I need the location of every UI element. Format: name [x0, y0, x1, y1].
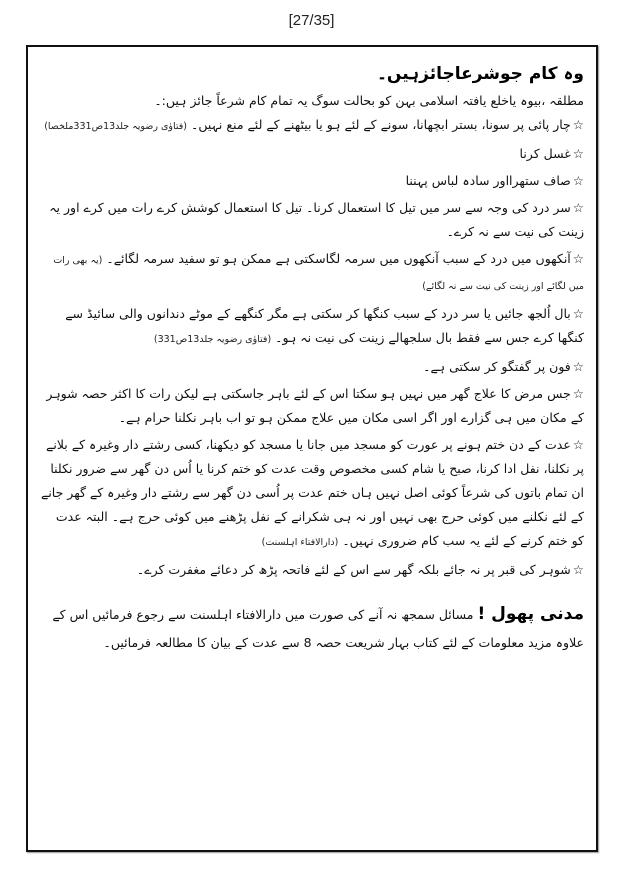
item-text: آنکھوں میں درد کے سبب آنکھوں میں سرمہ لگاسکتی ہے ممکن ہو تو سفید سرمہ لگائے۔ — [106, 251, 571, 266]
list-item — [40, 382, 584, 430]
star-icon: ☆ — [572, 173, 584, 188]
item-reference: (یہ بھی رات میں لگائے اور زینت کی نیت سے نہ لگائے) — [53, 255, 584, 292]
page-number: [27/35] — [288, 12, 335, 29]
list-item — [40, 558, 584, 582]
item-list — [40, 113, 584, 582]
list-item — [40, 196, 584, 244]
list-item — [40, 433, 584, 555]
item-reference: (فتاوٰی رضویہ جلد13ص331) — [153, 334, 272, 345]
item-text: جس مرض کا علاج گھر میں نہیں ہو سکتا اس کے لئے باہر جاسکتی ہے لیکن رات کا اکثر حصہ شوہر کے مکان میں ہی گزارے اور اگر اسی مکان میں علاج ممکن ہو تو اب باہر نکلنا حرام ہے۔ — [46, 386, 584, 425]
star-icon: ☆ — [572, 562, 584, 577]
list-item — [40, 142, 584, 166]
section-heading: وہ کام جوشرعاجائزہیں۔ — [376, 64, 584, 84]
list-item — [40, 247, 584, 299]
item-text: عدت کے دن ختم ہونے پر عورت کو مسجد میں جانا یا مسجد کو دیکھنا، کسی رشتے دار وغیرہ کے بلانے پر نکلنا، نفل ادا کرنا، صبح یا شام کسی مخصوص وقت عدت کو ختم کرنا یا اُس دن گھر سے ضرور نکلنا ان تمام باتوں کی شرعاً کوئی اصل نہیں ہاں ختم عدت پر اُسی دن گھر سے رشتے دار وغیرہ کے گھر جانے کے لئے نکلنے میں کوئی حرج بھی نہیں اور نہ ہی شکرانے کے نفل پڑھنے میں کوئی حرج ہے۔ البتہ عدت کو ختم کرنے کے لئے یہ سب کام ضروری نہیں۔ — [41, 437, 584, 548]
item-text: بال اُلجھ جائیں یا سر درد کے سبب کنگھا کر سکتی ہے مگر کنگھے کے موٹے دندانوں والی سائیڈ سے کنگھا کرے جس سے فقط بال سلجھالے زینت کی نیت نہ ہو۔ — [65, 306, 584, 345]
item-text: غسل کرنا — [519, 146, 571, 161]
item-text: فون پر گفتگو کر سکتی ہے۔ — [423, 359, 571, 374]
list-item — [40, 355, 584, 379]
star-icon: ☆ — [572, 359, 584, 374]
tip-label: مدنی پھول ! — [477, 604, 584, 624]
star-icon: ☆ — [572, 437, 584, 452]
star-icon: ☆ — [572, 306, 584, 321]
list-item — [40, 113, 584, 139]
page-content — [40, 61, 584, 657]
star-icon: ☆ — [572, 386, 584, 401]
item-reference: (دارالافتاء اہلسنت) — [261, 537, 339, 548]
list-item — [40, 169, 584, 193]
star-icon: ☆ — [572, 146, 584, 161]
item-text: چار پائی پر سونا، بستر ابچھانا، سونے کے لئے ہو یا بیٹھنے کے لئے منع نہیں۔ — [191, 117, 571, 132]
madani-phool — [40, 600, 584, 657]
page-frame — [26, 45, 598, 852]
item-text: سر درد کی وجہ سے سر میں تیل کا استعمال کرنا۔ تیل کا استعمال کوشش کرے رات میں کرے اور یہ زینت کی نیت سے نہ کرے۔ — [49, 200, 584, 239]
item-text: صاف ستھرااور سادہ لباس پہننا — [405, 173, 571, 188]
star-icon: ☆ — [572, 251, 584, 266]
section-intro: مطلقہ ،بیوہ یاخلع یافتہ اسلامی بہن کو بحالت سوگ یہ تمام کام شرعاً جائز ہیں:۔ — [154, 93, 584, 108]
tip-text: مسائل سمجھ نہ آنے کی صورت میں دارالافتاء اہلسنت سے رجوع فرمائیں اس کے علاوہ مزید معلومات کے لئے کتاب بہار شریعت حصہ 8 سے عدت کے بیان کا مطالعہ فرمائیں۔ — [52, 607, 584, 650]
list-item — [40, 302, 584, 352]
star-icon: ☆ — [572, 117, 584, 132]
star-icon: ☆ — [572, 200, 584, 215]
item-text: شوہر کی قبر پر نہ جائے بلکہ گھر سے اس کے لئے فاتحہ پڑھ کر دعائے مغفرت کرے۔ — [136, 562, 571, 577]
item-reference: (فتاوٰی رضویہ جلد13ص331ملخصا) — [44, 121, 188, 132]
